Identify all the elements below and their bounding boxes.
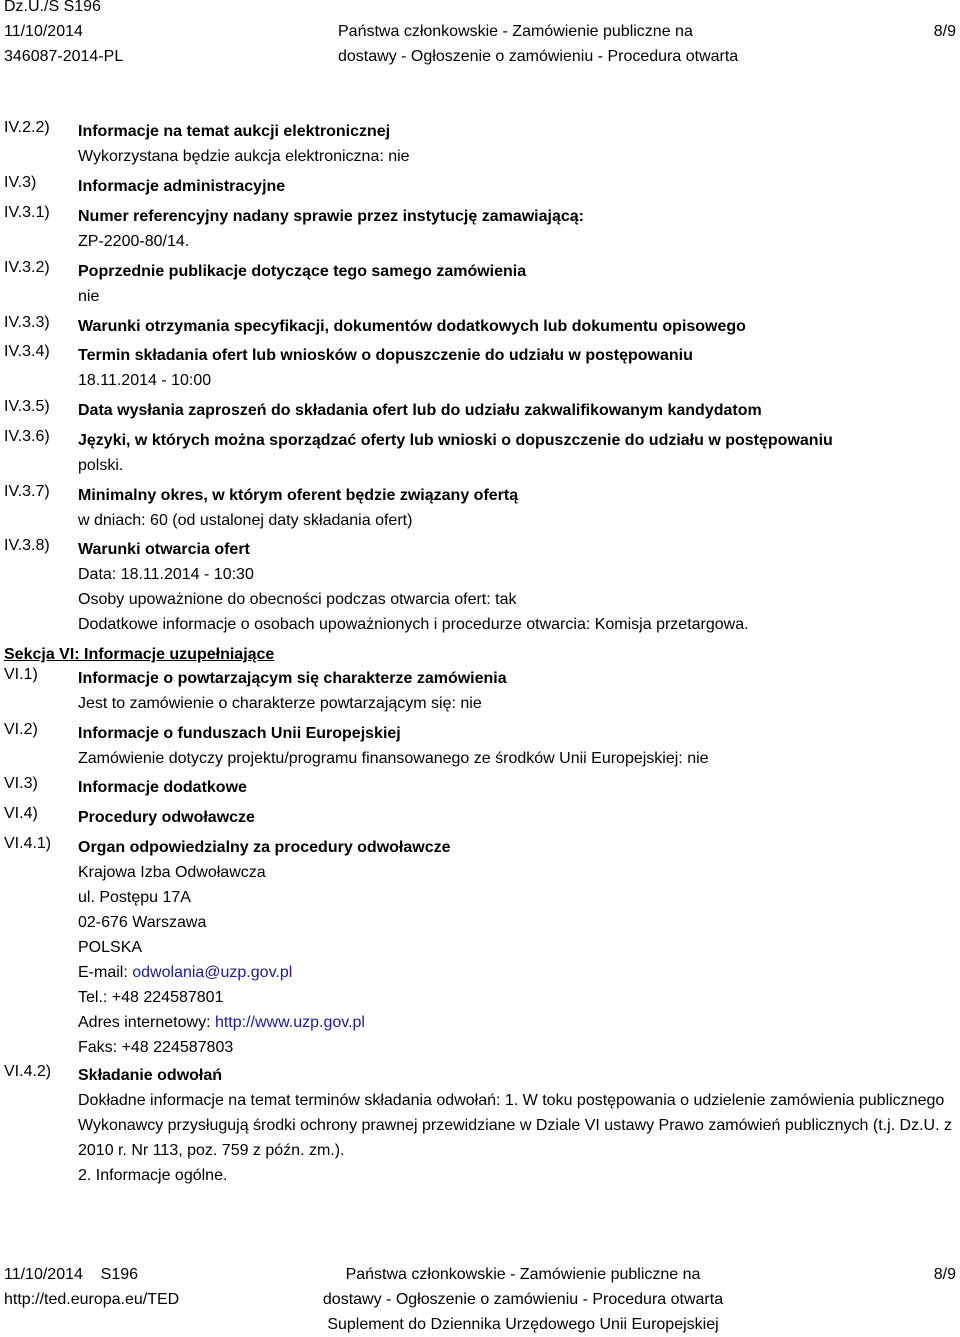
section-number: VI.4) [4, 805, 38, 822]
email-line [78, 960, 956, 985]
header-title [338, 19, 764, 69]
section-heading: Informacje o powtarzającym się charakterze zamówienia [78, 670, 507, 687]
header-page-number: 8/9 [933, 23, 956, 40]
section-line: Dodatkowe informacje o osobach upoważnionych i procedurze otwarcia: Komisja przetargowa. [78, 616, 749, 633]
section-line: polski. [78, 457, 124, 474]
section-vi-title: Sekcja VI: Informacje uzupełniające [4, 646, 275, 663]
footer-title-line3: Suplement do Dziennika Urzędowego Unii Europejskiej [327, 1316, 719, 1333]
page-header [0, 0, 960, 72]
section-number: IV.3.3) [4, 314, 50, 331]
section-heading: Informacje dodatkowe [78, 779, 247, 796]
footer-date: 11/10/2014 [4, 1266, 83, 1283]
section-number: IV.3.4) [4, 343, 50, 360]
organ-city: 02-676 Warszawa [78, 914, 207, 931]
section-heading: Numer referencyjny nadany sprawie przez instytucję zamawiającą: [78, 208, 584, 225]
section-heading: Informacje o funduszach Unii Europejskiej [78, 725, 401, 742]
appeal-general: 2. Informacje ogólne. [78, 1167, 228, 1184]
footer-title-line1: Państwa członkowskie - Zamówienie publiczne na [345, 1266, 701, 1283]
footer-left [4, 1262, 179, 1312]
header-title-line2: dostawy - Ogłoszenie o zamówieniu - Procedura otwarta [338, 48, 739, 65]
footer-title [310, 1262, 736, 1337]
page-footer [0, 1262, 960, 1334]
section-heading: Minimalny okres, w którym oferent będzie związany ofertą [78, 487, 519, 504]
section-number: IV.3.2) [4, 259, 50, 276]
section-heading: Procedury odwoławcze [78, 809, 255, 826]
header-date: 11/10/2014 [4, 23, 83, 40]
section-heading: Data wysłania zaproszeń do składania ofert lub do udziału zakwalifikowanym kandydatom [78, 402, 762, 419]
section-heading: Informacje administracyjne [78, 178, 286, 195]
www-link[interactable]: http://www.uzp.gov.pl [214, 1014, 365, 1031]
section-number: VI.2) [4, 721, 38, 738]
footer-date-series [4, 1262, 179, 1287]
section-number: IV.3.8) [4, 537, 50, 554]
organ-name: Krajowa Izba Odwoławcza [78, 864, 266, 881]
appeal-details: Dokładne informacje na temat terminów składania odwołań: 1. W toku postępowania o udzielenie zamówienia publicznego Wykonawcy przysługują środki ochrony prawnej przewidziane w Dziale VI ustawy Prawo zamówień publicznych (t.j. Dz.U. z 2010 r. Nr 113, poz. 759 z późn. zm.). [78, 1092, 952, 1159]
section-number: IV.3.1) [4, 204, 50, 221]
email-label: E-mail: [78, 964, 133, 981]
section-number: VI.3) [4, 775, 38, 792]
footer-title-line2: dostawy - Ogłoszenie o zamówieniu - Procedura otwarta [322, 1291, 724, 1308]
section-number: IV.2.2) [4, 119, 50, 136]
header-left [4, 0, 123, 69]
section-number: IV.3) [4, 174, 37, 191]
section-line: 18.11.2014 - 10:00 [78, 372, 212, 389]
footer-url: http://ted.europa.eu/TED [4, 1291, 180, 1308]
section-line: Jest to zamówienie o charakterze powtarzającym się: nie [78, 695, 482, 712]
section-line: Data: 18.11.2014 - 10:30 [78, 566, 254, 583]
section-heading: Informacje na temat aukcji elektronicznej [78, 123, 391, 140]
section-heading: Organ odpowiedzialny za procedury odwoławcze [78, 839, 451, 856]
journal-id: Dz.U./S S196 [4, 0, 101, 15]
organ-street: ul. Postępu 17A [78, 889, 191, 906]
organ-country: POLSKA [78, 939, 143, 956]
section-number: VI.1) [4, 666, 38, 683]
section-line: Zamówienie dotyczy projektu/programu finansowanego ze środków Unii Europejskiej: nie [78, 750, 709, 767]
section-heading: Warunki otwarcia ofert [78, 541, 250, 558]
section-line: Osoby upoważnione do obecności podczas otwarcia ofert: tak [78, 591, 517, 608]
fax-line: Faks: +48 224587803 [78, 1039, 234, 1056]
section-number: IV.3.6) [4, 428, 50, 445]
notice-ref: 346087-2014-PL [4, 48, 124, 65]
www-line [78, 1010, 956, 1035]
section-line: ZP-2200-80/14. [78, 233, 190, 250]
section-number: VI.4.1) [4, 835, 52, 852]
section-heading: Języki, w których można sporządzać oferty lub wnioski o dopuszczenie do udziału w postępowaniu [78, 432, 833, 449]
footer-series: S196 [100, 1266, 139, 1283]
www-label: Adres internetowy: [78, 1014, 215, 1031]
section-number: VI.4.2) [4, 1063, 52, 1080]
email-link[interactable]: odwolania@uzp.gov.pl [132, 964, 293, 981]
section-heading: Składanie odwołań [78, 1067, 223, 1084]
section-heading: Termin składania ofert lub wniosków o dopuszczenie do udziału w postępowaniu [78, 347, 693, 364]
section-number: IV.3.5) [4, 398, 50, 415]
section-number: IV.3.7) [4, 483, 50, 500]
section-heading: Warunki otrzymania specyfikacji, dokumentów dodatkowych lub dokumentu opisowego [78, 318, 746, 335]
header-title-line1: Państwa członkowskie - Zamówienie publiczne na [338, 23, 693, 40]
section-heading: Poprzednie publikacje dotyczące tego samego zamówienia [78, 263, 527, 280]
phone-line: Tel.: +48 224587801 [78, 989, 224, 1006]
section-line: Wykorzystana będzie aukcja elektroniczna: nie [78, 148, 410, 165]
footer-page-number: 8/9 [933, 1266, 956, 1283]
section-line: w dniach: 60 (od ustalonej daty składania ofert) [78, 512, 413, 529]
section-line: nie [78, 288, 100, 305]
